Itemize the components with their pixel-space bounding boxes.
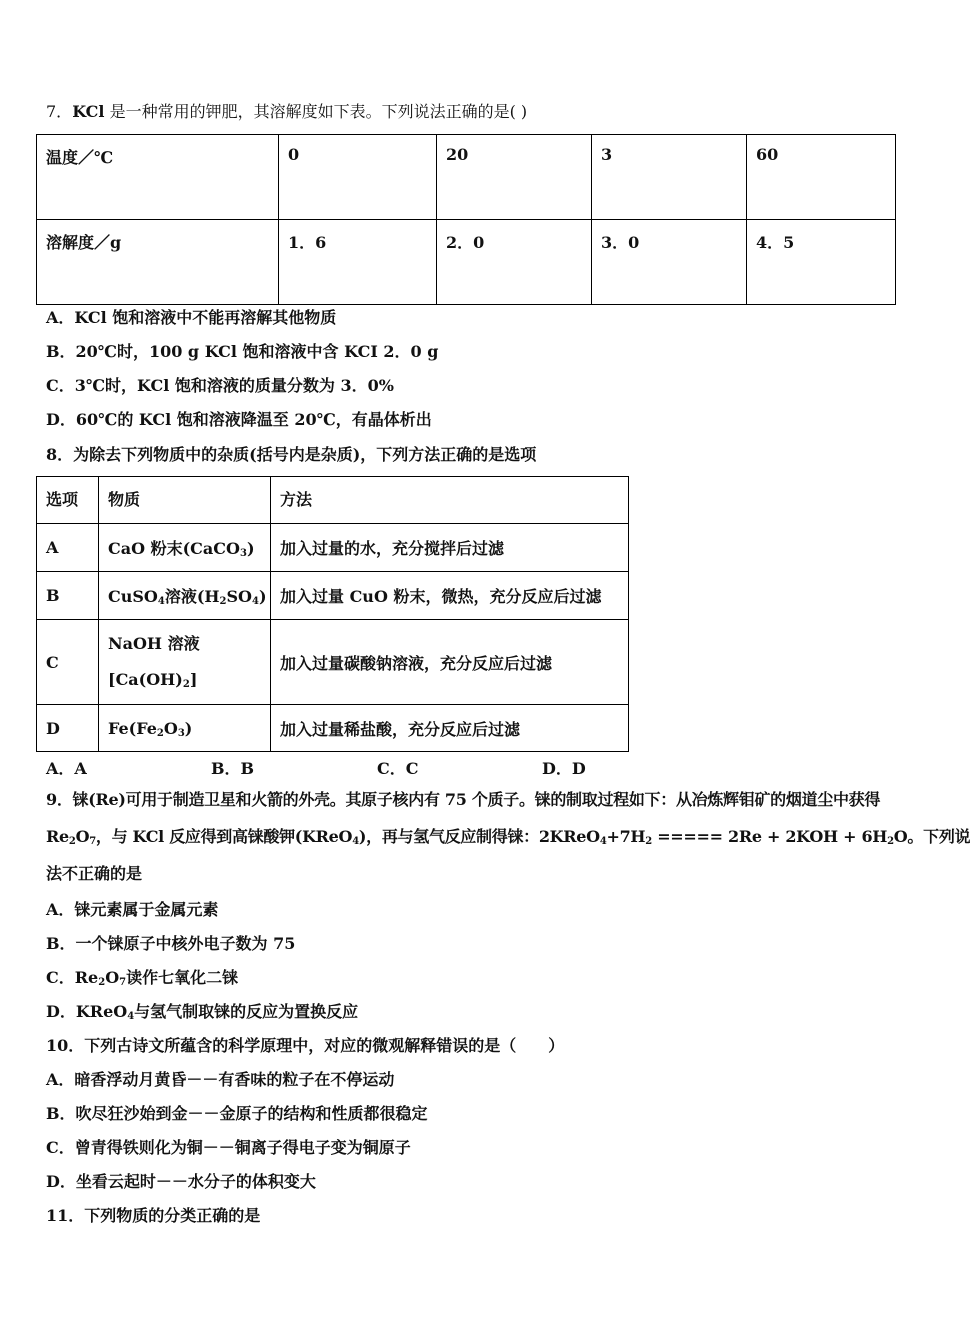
q8-option-d: D．D xyxy=(542,759,586,778)
temp-cell: 3 xyxy=(592,135,747,220)
row-substance: NaOH 溶液 $[Ca(OH)_2]$ xyxy=(99,620,271,705)
q7-option-a: A．KCl 饱和溶液中不能再溶解其他物质 xyxy=(46,308,337,327)
q9-stem-line1: 9．铼(Re)可用于制造卫星和火箭的外壳。其原子核内有 75 个质子。铼的制取过程如下：从冶炼辉钼矿的烟道尘中获得 xyxy=(46,790,881,809)
temp-cell: 20 xyxy=(437,135,592,220)
q10-option-c: C．曾青得铁则化为铜－－铜离子得电子变为铜原子 xyxy=(46,1138,411,1157)
row-method: 加入过量碳酸钠溶液，充分反应后过滤 xyxy=(271,620,629,705)
row-substance: $Fe(Fe_2O_3)$ xyxy=(99,705,271,752)
q10-option-b: B．吹尽狂沙始到金－－金原子的结构和性质都很稳定 xyxy=(46,1104,428,1123)
table-row xyxy=(37,524,629,572)
q7-option-b: B．20℃时，100 g KCl 饱和溶液中含 KCI 2．0 g xyxy=(46,342,439,361)
q8-stem: 8．为除去下列物质中的杂质(括号内是杂质)，下列方法正确的是选项 xyxy=(46,445,537,464)
solubility-row xyxy=(37,220,896,305)
q9-option-a: A．铼元素属于金属元素 xyxy=(46,900,219,919)
q9-option-d: D．KReO$_4$与氢气制取铼的反应为置换反应 xyxy=(46,1002,359,1022)
row-option: A xyxy=(37,524,99,572)
q10-option-d: D．坐看云起时－－水分子的体积变大 xyxy=(46,1172,316,1191)
table-row xyxy=(37,572,629,620)
row-method: 加入过量 CuO 粉末，微热，充分反应后过滤 xyxy=(271,572,629,620)
temperature-header: 温度／℃ xyxy=(37,135,279,220)
header-substance: 物质 xyxy=(99,477,271,524)
row-method: 加入过量的水，充分搅拌后过滤 xyxy=(271,524,629,572)
temp-cell: 60 xyxy=(747,135,896,220)
q9-option-b: B．一个铼原子中核外电子数为 75 xyxy=(46,934,296,953)
temperature-row xyxy=(37,135,896,220)
table-header-row xyxy=(37,477,629,524)
header-method: 方法 xyxy=(271,477,629,524)
row-method: 加入过量稀盐酸，充分反应后过滤 xyxy=(271,705,629,752)
table-row xyxy=(37,705,629,752)
row-option: C xyxy=(37,620,99,705)
q9-stem-line3: 法不正确的是 xyxy=(46,864,143,883)
q11-stem: 11．下列物质的分类正确的是 xyxy=(46,1206,261,1225)
q10-stem: 10．下列古诗文所蕴含的科学原理中，对应的微观解释错误的是（ ） xyxy=(46,1036,565,1055)
q7-solubility-table xyxy=(36,134,896,305)
solubility-cell: 4．5 xyxy=(747,220,896,305)
q9-option-c: C．$Re_2O_7$读作七氧化二铼 xyxy=(46,968,239,988)
row-substance: CaO 粉末(CaCO$_3$) xyxy=(99,524,271,572)
q7-option-d: D．60℃的 KCl 饱和溶液降温至 20℃，有晶体析出 xyxy=(46,410,432,429)
row-option: B xyxy=(37,572,99,620)
q8-table xyxy=(36,476,629,752)
q7-option-c: C．3℃时，KCl 饱和溶液的质量分数为 3．0% xyxy=(46,376,394,395)
q8-option-a: A．A xyxy=(46,759,87,778)
solubility-cell: 2．0 xyxy=(437,220,592,305)
q9-stem-line2: $Re_2O_7$，与 KCl 反应得到高铼酸钾(KReO$_4$)，再与氢气反应制得铼：$2KReO_4+7H_2$ ===== $2Re + 2KOH + 6H_2O$。下列说 xyxy=(46,827,970,847)
q10-option-a: A．暗香浮动月黄昏－－有香味的粒子在不停运动 xyxy=(46,1070,395,1089)
solubility-cell: 1．6 xyxy=(279,220,437,305)
row-substance: CuSO$_4$溶液$(H_2SO_4)$ xyxy=(99,572,271,620)
table-row xyxy=(37,620,629,705)
q8-option-b: B．B xyxy=(211,759,255,778)
q8-option-c: C．C xyxy=(377,759,419,778)
row-option: D xyxy=(37,705,99,752)
temp-cell: 0 xyxy=(279,135,437,220)
q8-options xyxy=(46,756,766,776)
q7-stem: 7．KCl 是一种常用的钾肥，其溶解度如下表。下列说法正确的是( ) xyxy=(46,102,528,121)
solubility-header: 溶解度／g xyxy=(37,220,279,305)
header-option: 选项 xyxy=(37,477,99,524)
solubility-cell: 3．0 xyxy=(592,220,747,305)
